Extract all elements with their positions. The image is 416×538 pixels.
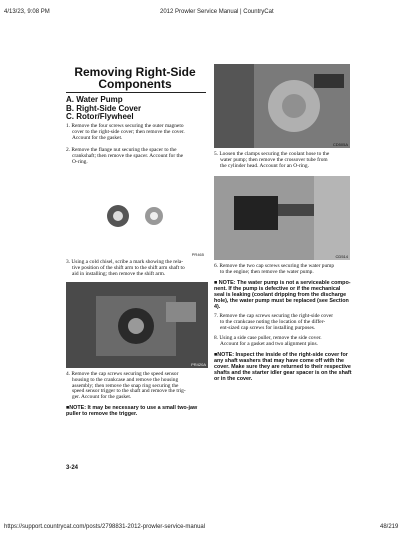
note-line: seal is leaking (coolant dripping from the discharge (214, 292, 347, 298)
note-line: ■NOTE: Inspect the inside of the right-side cover for (214, 352, 348, 358)
step-7-line: to the crankcase noting the location of the differ- (220, 318, 326, 325)
step-3-line: tive position of the shift arm to the shift arm shaft to (72, 264, 185, 271)
step-8-line: Account for a gasket and two alignment pins. (220, 340, 318, 347)
step-4-line: assembly; then remove the snap ring securing the (72, 382, 179, 389)
step-2-line: O-ring. (72, 158, 88, 165)
step-7-line: 7. Remove the cap screws securing the right-side cover (214, 313, 334, 319)
note-line: nent. If the pump is defective or if the mechanical (214, 286, 341, 292)
step-2-line: crankshaft; then remove the spacer. Account for the (72, 152, 184, 159)
step-4-line: ger. Account for the gasket. (72, 394, 132, 401)
figure-water-pump-hose (214, 64, 350, 148)
step-7 (214, 314, 364, 331)
step-6-line: 6. Remove the two cap screws securing the water pump (214, 263, 335, 269)
step-1-line: 1. Remove the four screws securing the outer magneto (66, 123, 184, 129)
step-3-line: aid in installing; then remove the shift arm. (72, 270, 166, 277)
figure-code: PR465 (191, 252, 204, 257)
figure-code: CD514 (335, 254, 348, 259)
print-page-count: 48/219 (380, 524, 399, 530)
step-2 (66, 148, 216, 165)
figure-code: PR420A (191, 362, 206, 367)
print-url: https://support.countrycat.com/posts/2798831-2012-prowler-service-manual (4, 524, 206, 530)
note-line: 4). (214, 304, 221, 310)
spacer-parts-photo (66, 172, 206, 258)
note-inspect-cover (214, 352, 364, 382)
step-5-line: 5. Loosen the clamps securing the coolant hose to the (214, 151, 330, 157)
section-water-pump: A. Water Pump (66, 95, 123, 104)
note-line: puller to remove the trigger. (66, 411, 138, 417)
section-right-side-cover: B. Right-Side Cover (66, 103, 142, 113)
step-8 (214, 336, 364, 348)
page-title (70, 66, 200, 90)
section-rotor-flywheel: C. Rotor/Flywheel (66, 112, 134, 121)
step-4-line: speed sensor trigger to the shaft and remove the trig- (72, 388, 186, 395)
step-3 (66, 260, 216, 277)
page-number: 3-24 (66, 465, 79, 471)
step-8-line: 8. Using a side case puller, remove the side cover. (214, 335, 322, 341)
step-4 (66, 372, 216, 401)
step-5-line: the cylinder head. Account for an O-ring. (220, 162, 309, 169)
title-line-2: Components (98, 77, 172, 91)
step-1-line: cover to the right-side cover; then remove the cover. (72, 128, 185, 135)
water-pump-hose-photo (214, 64, 350, 148)
figure-speed-sensor (66, 282, 208, 368)
note-line: ■ NOTE: The water pump is not a serviceable compo- (214, 280, 351, 286)
note-line: shafts and the starter idler gear spacer is on the shaft (214, 370, 352, 376)
step-2-line: 2. Remove the flange nut securing the spacer to the (66, 147, 177, 153)
title-rule (66, 92, 206, 93)
step-5-line: water pump; then remove the crossover tube from (220, 156, 328, 163)
step-1-line: Account for the gasket. (72, 134, 123, 141)
note-trigger (66, 405, 216, 417)
step-4-line: housing to the crankcase and remove the housing (72, 376, 179, 383)
print-datetime: 4/13/23, 9:08 PM (4, 9, 50, 15)
water-pump-screws-photo (214, 176, 350, 260)
note-line: ■NOTE: It may be necessary to use a small two-jaw (66, 405, 198, 411)
speed-sensor-photo (66, 282, 208, 368)
section-list (66, 96, 141, 122)
note-water-pump (214, 280, 364, 310)
step-6 (214, 264, 364, 276)
step-5 (214, 152, 364, 169)
figure-water-pump-screws (214, 176, 350, 260)
note-line: hole), the water pump must be replaced (see Section (214, 298, 349, 304)
note-line: cover. Make sure they are returned to their respective (214, 364, 351, 370)
figure-code: CD505A (332, 142, 348, 147)
print-page-title: 2012 Prowler Service Manual | CountryCat (160, 9, 274, 15)
step-3-line: 3. Using a cold chisel, scribe a mark showing the rela- (66, 259, 184, 265)
step-6-line: to the engine; then remove the water pump. (220, 268, 314, 275)
figure-spacer-parts (66, 172, 206, 258)
step-1 (66, 124, 216, 141)
note-line: any shaft washers that may have come off with the (214, 358, 345, 364)
step-4-line: 4. Remove the cap screws securing the speed sensor (66, 371, 179, 377)
step-7-line: ent-sized cap screws for installing purposes. (220, 324, 316, 331)
note-line: or in the cover. (214, 376, 253, 382)
title-line-1: Removing Right-Side (74, 65, 196, 79)
